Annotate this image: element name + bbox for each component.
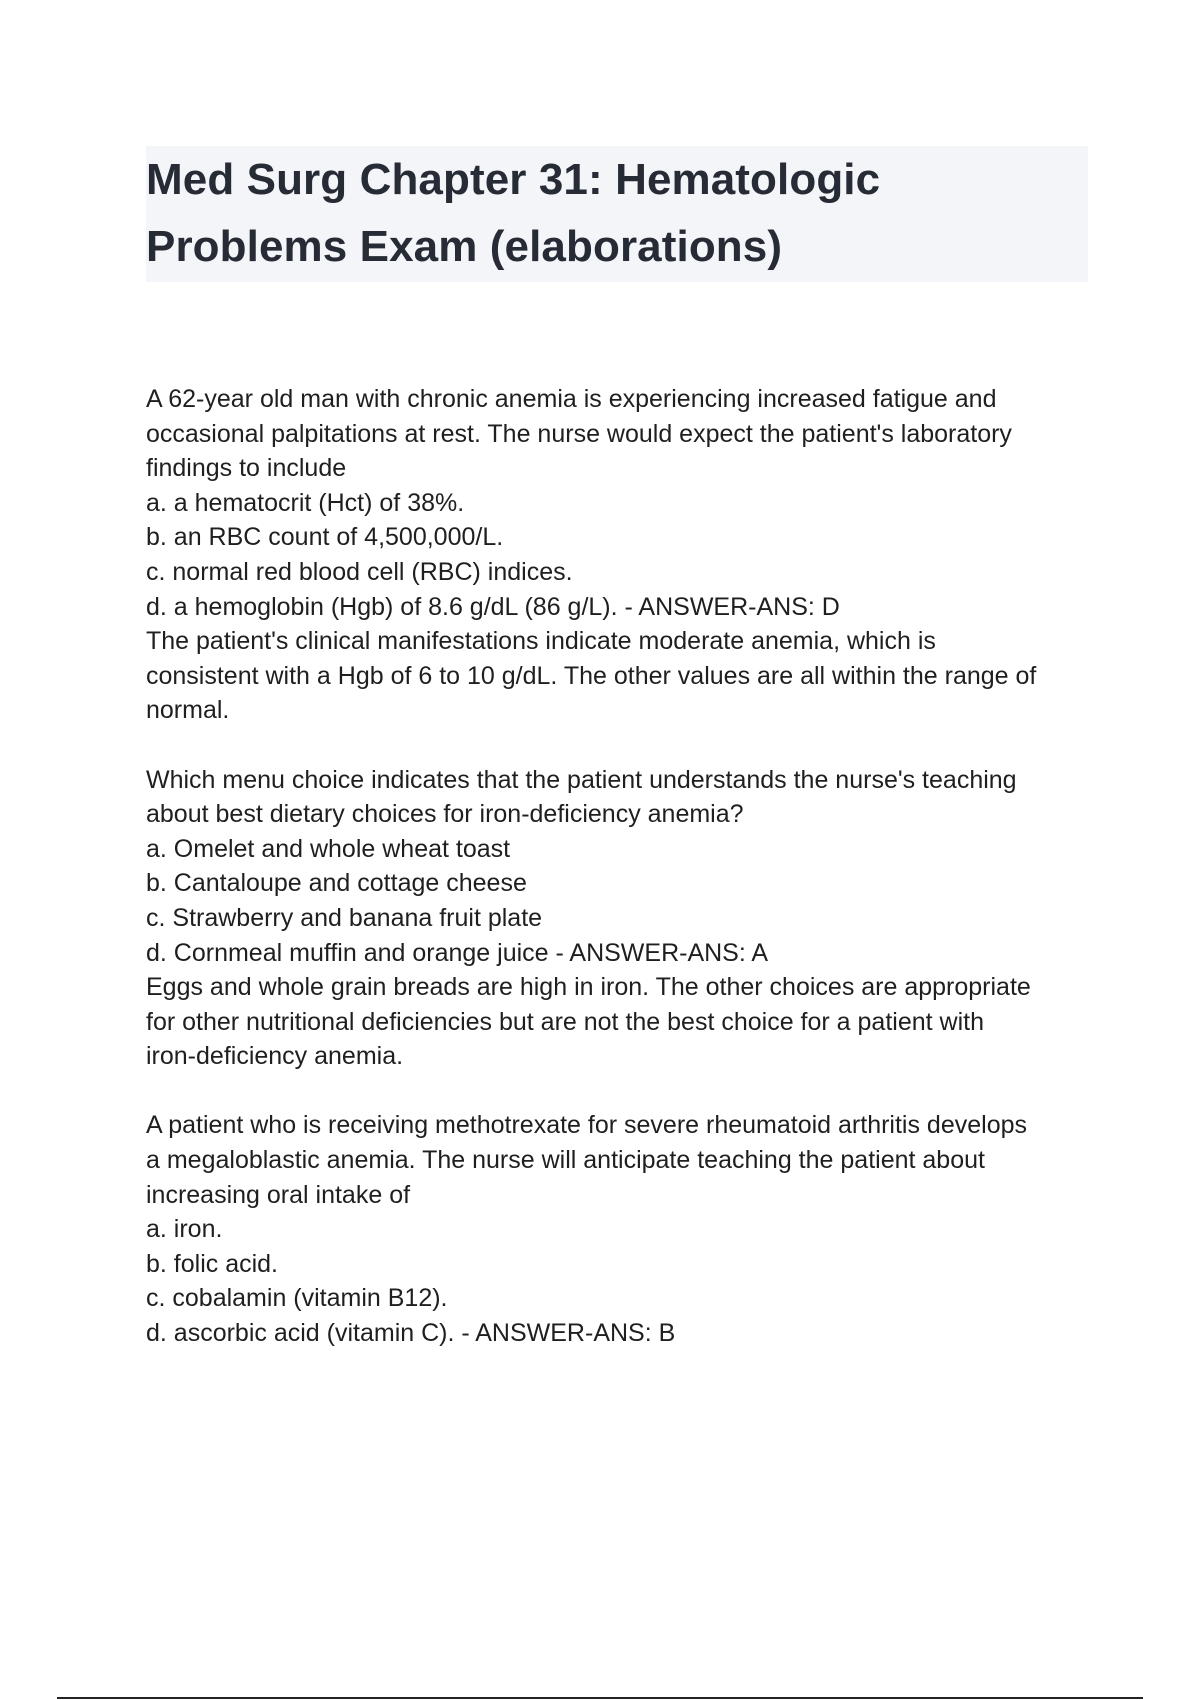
- rationale-line: iron-deficiency anemia.: [146, 1042, 404, 1071]
- answer-option: a. a hematocrit (Hct) of 38%.: [146, 488, 465, 517]
- question-stem-line: A patient who is receiving methotrexate for severe rheumatoid arthritis develops: [146, 1111, 1028, 1140]
- answer-option: d. ascorbic acid (vitamin C). - ANSWER-ANS: B: [146, 1319, 676, 1348]
- title-block: [146, 146, 1088, 282]
- question-stem-line: about best dietary choices for iron-deficiency anemia?: [146, 800, 744, 829]
- answer-option: c. Strawberry and banana fruit plate: [146, 903, 543, 932]
- answer-option: d. Cornmeal muffin and orange juice - ANSWER-ANS: A: [146, 938, 769, 967]
- answer-option: b. an RBC count of 4,500,000/L.: [146, 523, 504, 552]
- footer-divider: [57, 1697, 1143, 1699]
- rationale-line: Eggs and whole grain breads are high in iron. The other choices are appropriate: [146, 973, 1031, 1002]
- question-3: [146, 1108, 1091, 1350]
- answer-option: a. Omelet and whole wheat toast: [146, 834, 511, 863]
- question-stem-line: Which menu choice indicates that the patient understands the nurse's teaching: [146, 765, 1017, 794]
- answer-option: d. a hemoglobin (Hgb) of 8.6 g/dL (86 g/L). - ANSWER-ANS: D: [146, 592, 840, 621]
- question-stem-line: findings to include: [146, 454, 347, 483]
- answer-option: a. iron.: [146, 1215, 223, 1244]
- question-stem-line: A 62-year old man with chronic anemia is experiencing increased fatigue and: [146, 385, 997, 413]
- document-title: [146, 146, 1088, 280]
- rationale-line: for other nutritional deficiencies but are not the best choice for a patient with: [146, 1007, 984, 1036]
- paragraph-gap: [146, 728, 1091, 763]
- question-stem-line: a megaloblastic anemia. The nurse will anticipate teaching the patient about: [146, 1146, 985, 1175]
- rationale-line: normal.: [146, 696, 230, 725]
- document-body: [146, 382, 1091, 1351]
- answer-option: c. cobalamin (vitamin B12).: [146, 1284, 448, 1313]
- question-1: [146, 382, 1091, 728]
- question-stem-line: increasing oral intake of: [146, 1180, 411, 1209]
- answer-option: c. normal red blood cell (RBC) indices.: [146, 557, 573, 586]
- rationale-line: consistent with a Hgb of 6 to 10 g/dL. The other values are all within the range of: [146, 661, 1037, 690]
- answer-option: b. Cantaloupe and cottage cheese: [146, 869, 527, 898]
- paragraph-gap: [146, 1074, 1091, 1109]
- title-line: Med Surg Chapter 31: Hematologic: [146, 155, 881, 204]
- question-2: [146, 763, 1091, 1074]
- title-line: Problems Exam (elaborations): [146, 222, 783, 271]
- rationale-line: The patient's clinical manifestations indicate moderate anemia, which is: [146, 627, 936, 656]
- question-stem-line: occasional palpitations at rest. The nurse would expect the patient's laboratory: [146, 419, 1012, 448]
- answer-option: b. folic acid.: [146, 1249, 279, 1278]
